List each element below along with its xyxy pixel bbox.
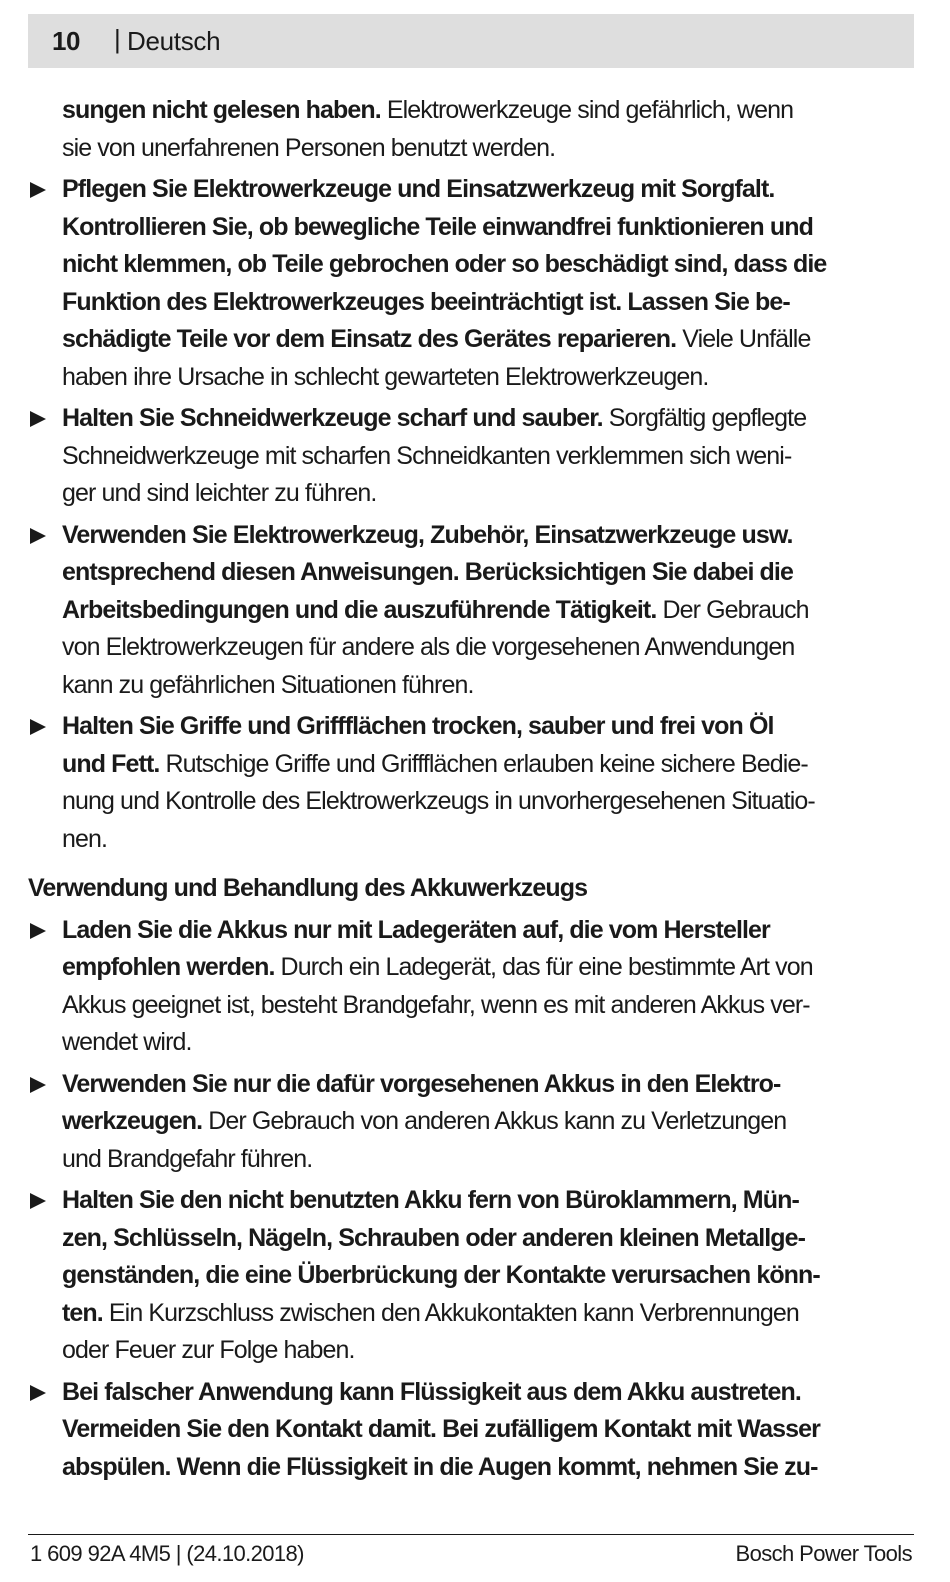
text-run: Rutschige Griffe und Griffflächen erlauben keine sichere Bedie- xyxy=(159,749,808,778)
text-run: ger und sind leichter zu führen. xyxy=(62,479,377,507)
text-line xyxy=(62,400,914,438)
text-line xyxy=(62,1141,914,1179)
text-line xyxy=(62,1024,914,1062)
text-line xyxy=(62,475,914,513)
bold-text-run: ten. xyxy=(62,1298,103,1327)
text-line xyxy=(62,246,914,284)
bold-text-run: Bei falscher Anwendung kann Flüssigkeit aus dem Akku austreten. xyxy=(62,1377,801,1406)
triangle-bullet-icon xyxy=(30,1385,46,1401)
text-line xyxy=(62,1257,914,1295)
footer-brand: Bosch Power Tools xyxy=(735,1541,912,1566)
intro-paragraph xyxy=(28,92,914,167)
text-run: Ein Kurzschluss zwischen den Akkukontakten kann Verbrennungen xyxy=(102,1298,799,1327)
text-line xyxy=(62,92,914,130)
text-line xyxy=(62,629,914,667)
text-line xyxy=(62,987,914,1025)
text-line xyxy=(62,1066,914,1104)
bullet-item xyxy=(28,517,914,705)
text-run: nen. xyxy=(62,824,108,853)
text-line xyxy=(62,912,914,950)
bullet-item xyxy=(28,708,914,858)
bold-text-run: Vermeiden Sie den Kontakt damit. Bei zufälligem Kontakt mit Wasser xyxy=(62,1415,820,1443)
triangle-bullet-icon xyxy=(30,923,46,939)
text-line xyxy=(62,1103,914,1141)
text-line xyxy=(62,284,914,322)
text-line xyxy=(62,209,914,247)
bold-text-run: empfohlen werden. xyxy=(62,953,275,981)
bullet-list-maintenance xyxy=(28,171,914,858)
text-line xyxy=(62,746,914,784)
text-line xyxy=(62,708,914,746)
bullet-list-battery xyxy=(28,912,914,1487)
text-run: wendet wird. xyxy=(62,1028,192,1056)
bullet-item xyxy=(28,400,914,513)
bullet-item xyxy=(28,912,914,1062)
triangle-bullet-icon xyxy=(30,182,46,198)
bold-text-run: Halten Sie Schneidwerkzeuge scharf und sauber. xyxy=(62,404,603,432)
triangle-bullet-icon xyxy=(30,528,46,544)
text-line xyxy=(62,1449,914,1487)
bold-text-run: Pflegen Sie Elektrowerkzeuge und Einsatzwerkzeug mit Sorgfalt. xyxy=(62,175,775,203)
bullet-item xyxy=(28,1182,914,1370)
header-separator: | xyxy=(114,24,121,54)
triangle-bullet-icon xyxy=(30,719,46,735)
bold-text-run: Arbeitsbedingungen und die auszuführende Tätigkeit. xyxy=(62,595,657,624)
bold-text-run: Verwenden Sie Elektrowerkzeug, Zubehör, Einsatzwerkzeuge usw. xyxy=(62,520,793,549)
text-run: Durch ein Ladegerät, das für eine bestimmte Art von xyxy=(274,953,813,981)
text-line xyxy=(62,783,914,821)
text-line xyxy=(62,438,914,476)
text-run: oder Feuer zur Folge haben. xyxy=(62,1336,355,1364)
section-heading: Verwendung und Behandlung des Akkuwerkzeugs xyxy=(28,874,588,902)
bold-text-run: Kontrollieren Sie, ob bewegliche Teile einwandfrei funktionieren und xyxy=(62,212,813,241)
text-run: sie von unerfahrenen Personen benutzt werden. xyxy=(62,133,556,162)
text-line xyxy=(62,1332,914,1370)
text-run: Der Gebrauch von anderen Akkus kann zu Verletzungen xyxy=(202,1107,787,1135)
bullet-item xyxy=(28,171,914,396)
text-line xyxy=(62,949,914,987)
bold-text-run: nicht klemmen, ob Teile gebrochen oder so beschädigt sind, dass die xyxy=(62,250,827,278)
text-line xyxy=(62,1182,914,1220)
text-line xyxy=(62,359,914,397)
document-body xyxy=(28,92,914,1490)
text-line xyxy=(62,667,914,705)
text-line xyxy=(62,517,914,555)
text-line xyxy=(62,1295,914,1333)
bold-text-run: entsprechend diesen Anweisungen. Berücksichtigen Sie dabei die xyxy=(62,558,793,586)
bold-text-run: schädigte Teile vor dem Einsatz des Gerätes reparieren. xyxy=(62,325,677,353)
triangle-bullet-icon xyxy=(30,1077,46,1093)
bold-text-run: abspülen. Wenn die Flüssigkeit in die Augen kommt, nehmen Sie zu- xyxy=(62,1452,818,1481)
bold-text-run: Halten Sie den nicht benutzten Akku fern von Büroklammern, Mün- xyxy=(62,1186,799,1214)
text-run: Sorgfältig gepflegte xyxy=(602,404,807,432)
footer-divider xyxy=(28,1534,914,1535)
bold-text-run: zen, Schlüsseln, Nägeln, Schrauben oder anderen kleinen Metallge- xyxy=(62,1223,806,1252)
text-line xyxy=(62,592,914,630)
bold-text-run: Verwenden Sie nur die dafür vorgesehenen Akkus in den Elektro- xyxy=(62,1069,781,1098)
header-language: Deutsch xyxy=(127,26,221,56)
bold-text-run: werkzeugen. xyxy=(62,1107,203,1135)
text-run: Viele Unfälle xyxy=(676,325,811,353)
text-line xyxy=(62,1220,914,1258)
text-line xyxy=(62,554,914,592)
bold-text-run: genständen, die eine Überbrückung der Kontakte verursachen könn- xyxy=(62,1261,820,1289)
text-run: Der Gebrauch xyxy=(656,595,809,624)
text-line xyxy=(62,821,914,859)
text-run: von Elektrowerkzeugen für andere als die vorgesehenen Anwendungen xyxy=(62,633,795,661)
page-header xyxy=(28,14,914,68)
text-line xyxy=(62,1411,914,1449)
text-run: und Brandgefahr führen. xyxy=(62,1144,313,1173)
text-line xyxy=(62,171,914,209)
text-run: nung und Kontrolle des Elektrowerkzeugs in unvorhergesehenen Situatio- xyxy=(62,787,815,815)
text-run: haben ihre Ursache in schlecht gewarteten Elektrowerkzeugen. xyxy=(62,362,709,391)
bullet-item xyxy=(28,1066,914,1179)
bold-text-run: und Fett. xyxy=(62,749,160,778)
text-line xyxy=(62,321,914,359)
text-run: Elektrowerkzeuge sind gefährlich, wenn xyxy=(380,96,794,124)
text-run: kann zu gefährlichen Situationen führen. xyxy=(62,670,474,699)
bold-text-run: sungen nicht gelesen haben. xyxy=(62,96,381,124)
bold-text-run: Laden Sie die Akkus nur mit Ladegeräten auf, die vom Hersteller xyxy=(62,915,770,944)
text-run: Schneidwerkzeuge mit scharfen Schneidkanten verklemmen sich weni- xyxy=(62,441,792,470)
text-line xyxy=(62,1374,914,1412)
page-number: 10 xyxy=(52,26,80,56)
triangle-bullet-icon xyxy=(30,411,46,427)
triangle-bullet-icon xyxy=(30,1193,46,1209)
text-run: Akkus geeignet ist, besteht Brandgefahr, wenn es mit anderen Akkus ver- xyxy=(62,990,810,1019)
bullet-item xyxy=(28,1374,914,1487)
text-line xyxy=(62,130,914,168)
bold-text-run: Halten Sie Griffe und Griffflächen trocken, sauber und frei von Öl xyxy=(62,712,774,740)
footer-doc-number: 1 609 92A 4M5 | (24.10.2018) xyxy=(30,1541,304,1566)
bold-text-run: Funktion des Elektrowerkzeuges beeinträchtigt ist. Lassen Sie be- xyxy=(62,287,790,316)
